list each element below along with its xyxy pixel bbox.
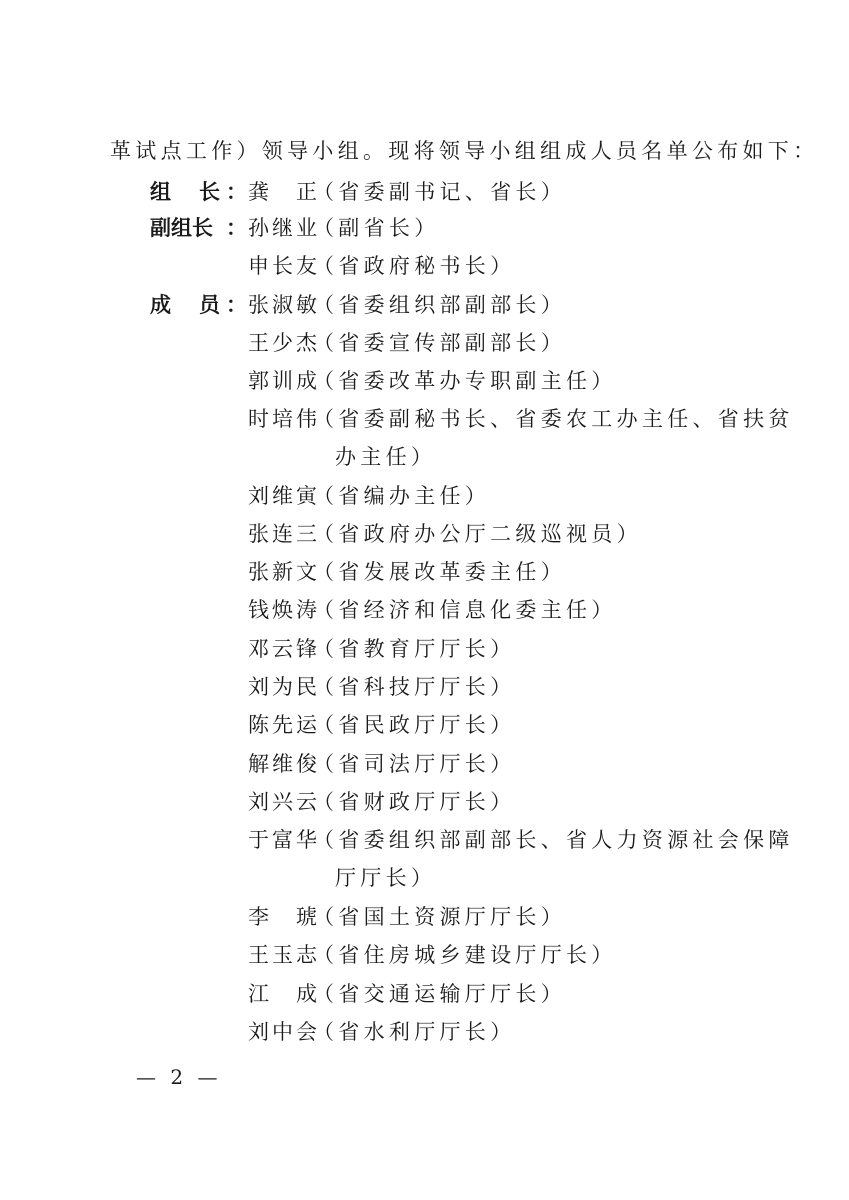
- member-title: （省委组织部副部长、省人力资源社会保障: [313, 828, 794, 852]
- member-title-continuation: 办主任）: [335, 445, 437, 469]
- member-name: 李 琥: [248, 905, 320, 929]
- member-title: （省经济和信息化委主任）: [313, 598, 617, 622]
- member-name: 刘兴云: [248, 790, 320, 814]
- member-name: 刘中会: [248, 1020, 320, 1044]
- member-title: （省科技厅厅长）: [313, 675, 516, 699]
- page-number: — 2 —: [136, 1065, 222, 1089]
- member-name: 张新文: [248, 560, 320, 584]
- member-title: （省民政厅厅长）: [313, 713, 516, 737]
- member-title: （省委组织部副部长）: [313, 293, 566, 317]
- deputy-name: 申长友: [248, 254, 320, 278]
- intro-paragraph: 革试点工作）领导小组。现将领导小组组成人员名单公布如下：: [110, 139, 819, 163]
- member-title: （省国土资源厅厅长）: [313, 905, 566, 929]
- member-name: 时培伟: [248, 407, 320, 431]
- deputy-role-colon: ：: [226, 216, 247, 240]
- member-name: 郭训成: [248, 369, 320, 393]
- member-title: （省教育厅厅长）: [313, 637, 516, 661]
- member-name: 邓云锋: [248, 637, 320, 661]
- member-name: 刘维寅: [248, 484, 320, 508]
- member-title: （省编办主任）: [313, 484, 491, 508]
- member-title: （省委副秘书长、省委农工办主任、省扶贫: [313, 407, 794, 431]
- member-title: （省政府办公厅二级巡视员）: [313, 522, 642, 546]
- member-title: （省委改革办专职副主任）: [313, 369, 617, 393]
- member-title: （省水利厅厅长）: [313, 1020, 516, 1044]
- members-role-colon: ：: [226, 293, 247, 317]
- leader-role-label: 组 长: [150, 180, 220, 204]
- member-name: 张连三: [248, 522, 320, 546]
- member-name: 张淑敏: [248, 293, 320, 317]
- members-role-label: 成 员: [150, 293, 220, 317]
- leader-role-colon: ：: [226, 180, 247, 204]
- member-title: （省发展改革委主任）: [313, 560, 566, 584]
- member-name: 刘为民: [248, 675, 320, 699]
- member-name: 王少杰: [248, 331, 320, 355]
- member-title: （省交通运输厅厅长）: [313, 982, 566, 1006]
- member-name: 陈先运: [248, 713, 320, 737]
- member-name: 钱焕涛: [248, 598, 320, 622]
- leader-name: 龚 正: [248, 180, 320, 204]
- deputy-title: （省政府秘书长）: [313, 254, 516, 278]
- member-title: （省财政厅厅长）: [313, 790, 516, 814]
- member-title: （省委宣传部副部长）: [313, 331, 566, 355]
- deputy-title: （副省长）: [313, 216, 440, 240]
- deputy-role-label: 副组长: [150, 216, 213, 240]
- leader-title: （省委副书记、省长）: [313, 180, 566, 204]
- member-title: （省司法厅厅长）: [313, 752, 516, 776]
- member-name: 江 成: [248, 982, 320, 1006]
- member-title: （省住房城乡建设厅厅长）: [313, 943, 617, 967]
- member-name: 解维俊: [248, 752, 320, 776]
- member-title-continuation: 厅厅长）: [335, 866, 437, 890]
- member-name: 王玉志: [248, 943, 320, 967]
- deputy-name: 孙继业: [248, 216, 320, 240]
- member-name: 于富华: [248, 828, 320, 852]
